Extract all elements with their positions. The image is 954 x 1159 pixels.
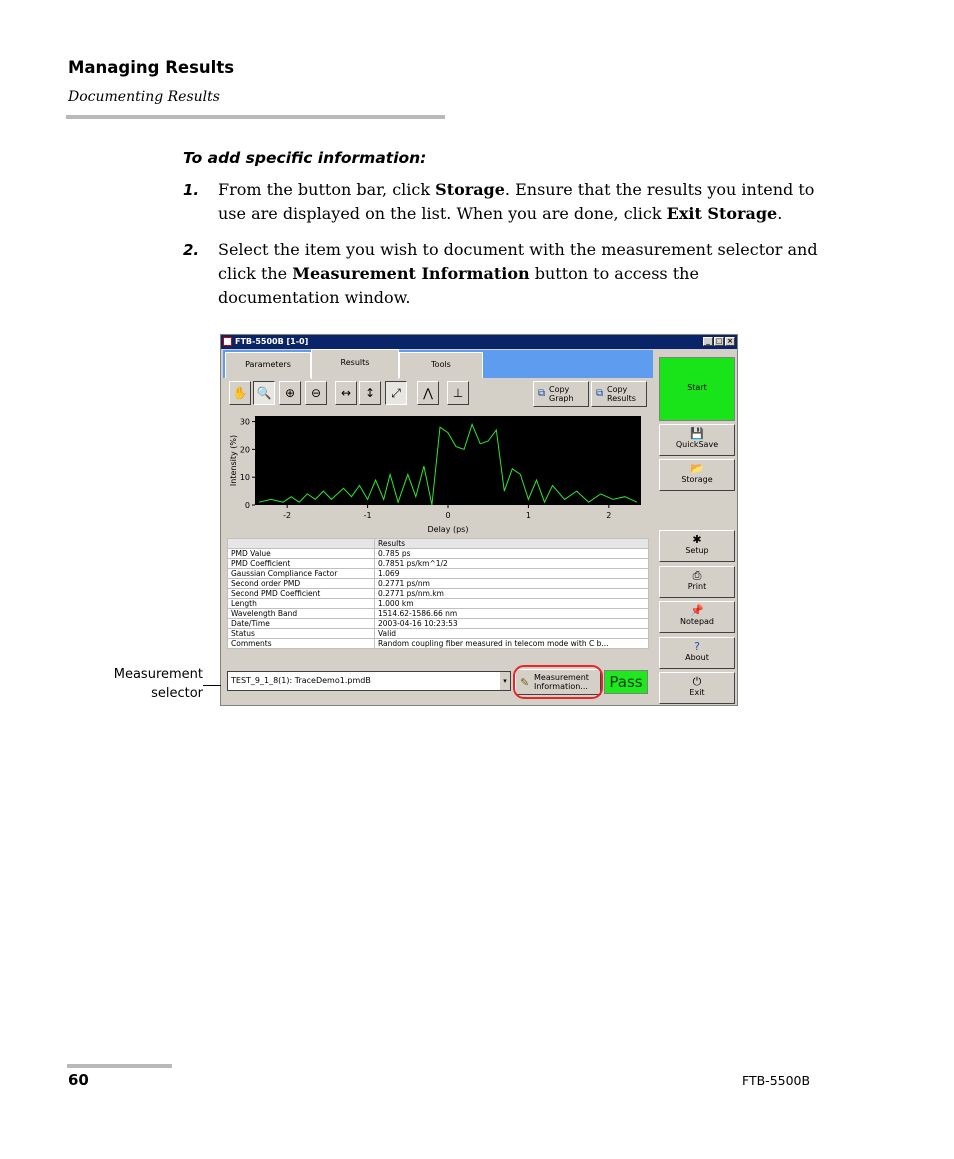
close-button[interactable]: × [725, 337, 735, 346]
measurement-selector[interactable] [227, 671, 511, 691]
zoom-vertical-icon[interactable]: ↕ [359, 381, 381, 405]
copy-results-button[interactable]: ⧉ Copy Results [591, 381, 647, 407]
results-header-row [228, 539, 649, 549]
y-tick-label: 10 [239, 473, 250, 483]
marker-icon[interactable]: ⊥ [447, 381, 469, 405]
print-button[interactable]: ⎙ Print [659, 566, 735, 598]
results-row [228, 599, 649, 609]
results-row [228, 569, 649, 579]
results-row-value: 1.069 [375, 569, 649, 579]
results-row-key: Status [228, 629, 375, 639]
results-table [227, 538, 649, 649]
step-1-number: 1. [183, 181, 200, 199]
results-row [228, 619, 649, 629]
notepad-icon: 📌 [690, 604, 704, 617]
tools-icon: ✱ [692, 533, 702, 546]
chevron-down-icon[interactable]: ▾ [500, 672, 510, 690]
results-row-key: PMD Coefficient [228, 559, 375, 569]
results-row-key: PMD Value [228, 549, 375, 559]
results-row-key: Date/Time [228, 619, 375, 629]
highlight-circle [513, 665, 603, 699]
help-icon: ? [694, 640, 700, 653]
window-title: FTB-5500B [1-0] [235, 337, 309, 346]
results-row-value: 0.2771 ps/nm.km [375, 589, 649, 599]
results-row [228, 549, 649, 559]
tab-results[interactable]: Results [311, 349, 399, 379]
x-tick-label: -1 [363, 511, 372, 520]
results-row-key: Gaussian Compliance Factor [228, 569, 375, 579]
x-tick-label: -2 [283, 511, 292, 520]
app-window [220, 334, 738, 706]
callout-line [203, 685, 221, 686]
header-rule [66, 115, 445, 119]
zoom-area-icon[interactable]: 🔍 [253, 381, 275, 405]
results-row [228, 559, 649, 569]
results-row-value: Valid [375, 629, 649, 639]
zoom-fit-icon[interactable]: ⤢ [385, 381, 407, 405]
results-header: Results [375, 539, 649, 549]
folder-icon: 📂 [690, 462, 704, 475]
window-titlebar [221, 335, 737, 349]
pencil-icon: ✎ [520, 676, 530, 689]
exit-button[interactable]: ⏻ Exit [659, 672, 735, 704]
results-row-key: Second PMD Coefficient [228, 589, 375, 599]
product-name: FTB-5500B [742, 1073, 811, 1088]
notepad-button[interactable]: 📌 Notepad [659, 601, 735, 633]
floppy-icon: 💾 [690, 427, 704, 440]
minimize-button[interactable]: _ [703, 337, 713, 346]
x-tick-label: 1 [525, 511, 531, 520]
tab-tools[interactable]: Tools [399, 352, 483, 378]
y-axis-label: Intensity (%) [229, 434, 238, 487]
maximize-button[interactable]: □ [715, 337, 723, 345]
step-2-text: Select the item you wish to document with the measurement selector and click the Measurement Information button to access the documentation window. [218, 240, 818, 307]
x-tick-label: 0 [445, 511, 451, 520]
results-row [228, 629, 649, 639]
results-row-key: Comments [228, 639, 375, 649]
power-icon: ⏻ [692, 675, 702, 688]
results-row [228, 589, 649, 599]
results-row [228, 579, 649, 589]
copy-graph-button[interactable]: ⧉ Copy Graph [533, 381, 589, 407]
y-tick-label: 20 [239, 445, 250, 455]
setup-button[interactable]: ✱ Setup [659, 530, 735, 562]
about-button[interactable]: ? About [659, 637, 735, 669]
quicksave-button[interactable]: 💾 QuickSave [659, 424, 735, 456]
measurement-selector-callout: Measurement selector [113, 667, 203, 701]
x-axis-label: Delay (ps) [427, 525, 469, 534]
results-row-value: 2003-04-16 10:23:53 [375, 619, 649, 629]
results-row-value: 0.785 ps [375, 549, 649, 559]
results-row [228, 609, 649, 619]
page-number: 60 [68, 1071, 89, 1089]
results-row-value: 1514.62-1586.66 nm [375, 609, 649, 619]
peak-view-icon[interactable]: ⋀ [417, 381, 439, 405]
results-row [228, 639, 649, 649]
results-row-key: Second order PMD [228, 579, 375, 589]
procedure-title: To add specific information: [183, 149, 427, 167]
app-icon [223, 337, 232, 346]
measurement-information-button[interactable]: ✎ Measurement Information... [515, 669, 601, 695]
y-tick-label: 30 [239, 417, 250, 427]
results-row-value: 1.000 km [375, 599, 649, 609]
results-row-key: Length [228, 599, 375, 609]
trace-chart [226, 408, 646, 535]
y-tick-label: 0 [244, 501, 250, 510]
results-row-value: 0.7851 ps/km^1/2 [375, 559, 649, 569]
results-header-blank [228, 539, 375, 549]
header-title: Managing Results [68, 58, 235, 77]
pass-status: Pass [604, 670, 648, 694]
copy-icon: ⧉ [596, 388, 604, 399]
plot-background [255, 416, 641, 505]
start-button[interactable]: Start [659, 357, 735, 421]
trace-chart-svg [226, 408, 646, 535]
step-2-number: 2. [183, 241, 200, 259]
header-subtitle: Documenting Results [68, 89, 220, 105]
tab-parameters[interactable]: Parameters [225, 352, 311, 378]
results-row-value: Random coupling fiber measured in telecom mode with C b... [375, 639, 649, 649]
results-row-key: Wavelength Band [228, 609, 375, 619]
zoom-in-icon[interactable]: ⊕ [279, 381, 301, 405]
pan-hand-icon[interactable]: ✋ [229, 381, 251, 405]
x-tick-label: 2 [606, 511, 612, 520]
storage-button[interactable]: 📂 Storage [659, 459, 735, 491]
copy-icon: ⧉ [538, 388, 546, 399]
measurement-selector-value: TEST_9_1_8(1): TraceDemo1.pmdB [231, 676, 371, 685]
printer-icon: ⎙ [692, 569, 702, 582]
zoom-out-icon[interactable]: ⊖ [305, 381, 327, 405]
zoom-horizontal-icon[interactable]: ↔ [335, 381, 357, 405]
footer-rule [67, 1064, 172, 1068]
results-row-value: 0.2771 ps/nm [375, 579, 649, 589]
step-1-text: From the button bar, click Storage. Ensure that the results you intend to use are displayed on the list. When you are done, click Exit Storage. [218, 180, 815, 223]
